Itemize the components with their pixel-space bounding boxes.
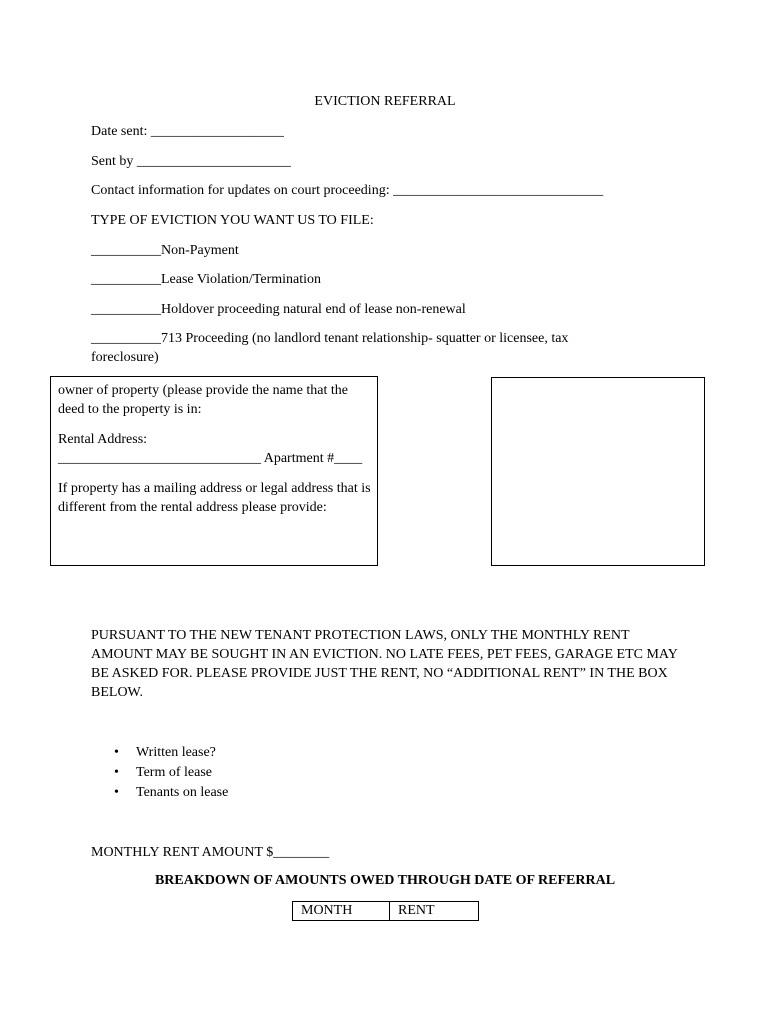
date-sent-field[interactable]: Date sent: ___________________ xyxy=(91,124,284,139)
list-item xyxy=(91,743,228,763)
eviction-option-713-continued: foreclosure) xyxy=(91,350,159,365)
list-item-label: Written lease? xyxy=(136,745,216,760)
amounts-owed-table xyxy=(292,901,479,921)
bullet-icon: • xyxy=(114,745,119,760)
breakdown-heading: BREAKDOWN OF AMOUNTS OWED THROUGH DATE OF REFERRAL xyxy=(154,873,616,888)
property-info-box xyxy=(50,376,378,566)
eviction-type-heading: TYPE OF EVICTION YOU WANT US TO FILE: xyxy=(91,213,374,228)
blank-box[interactable] xyxy=(491,377,705,566)
contact-info-field[interactable]: Contact information for updates on court proceeding: ______________________________ xyxy=(91,183,604,198)
list-item-label: Tenants on lease xyxy=(136,785,229,800)
monthly-rent-field[interactable]: MONTHLY RENT AMOUNT $________ xyxy=(91,845,330,860)
rental-address-field[interactable]: _____________________________ Apartment #____ xyxy=(58,451,363,466)
eviction-option-713[interactable]: __________713 Proceeding (no landlord tenant relationship- squatter or licensee, tax xyxy=(91,331,569,346)
documents-list xyxy=(91,743,228,803)
tenant-protection-notice: PURSUANT TO THE NEW TENANT PROTECTION LAWS, ONLY THE MONTHLY RENT AMOUNT MAY BE SOUGHT IN AN EVICTION. NO LATE FEES, PET FEES, GARAGE ETC MAY BE ASKED FOR. PLEASE PROVIDE JUST THE RENT, NO “ADDITIONAL RENT” IN THE BOX BELOW. xyxy=(91,628,678,700)
rental-address-label: Rental Address: xyxy=(58,432,148,447)
list-item-label: Term of lease xyxy=(136,765,212,780)
page-title: EVICTION REFERRAL xyxy=(314,94,456,109)
owner-of-property-text[interactable]: owner of property (please provide the name that the deed to the property is in: xyxy=(58,383,349,417)
mailing-address-text[interactable]: If property has a mailing address or legal address that is different from the rental address please provide: xyxy=(58,481,371,515)
list-item xyxy=(91,763,228,783)
month-column-header: MONTH xyxy=(293,902,390,921)
list-item xyxy=(91,783,228,803)
bullet-icon: • xyxy=(114,765,119,780)
sent-by-field[interactable]: Sent by ______________________ xyxy=(91,154,291,169)
eviction-option-holdover[interactable]: __________Holdover proceeding natural end of lease non-renewal xyxy=(91,302,466,317)
table-row xyxy=(293,902,479,921)
eviction-option-non-payment[interactable]: __________Non-Payment xyxy=(91,243,239,258)
rent-column-header: RENT xyxy=(390,902,479,921)
bullet-icon: • xyxy=(114,785,119,800)
eviction-option-lease-violation[interactable]: __________Lease Violation/Termination xyxy=(91,272,322,287)
